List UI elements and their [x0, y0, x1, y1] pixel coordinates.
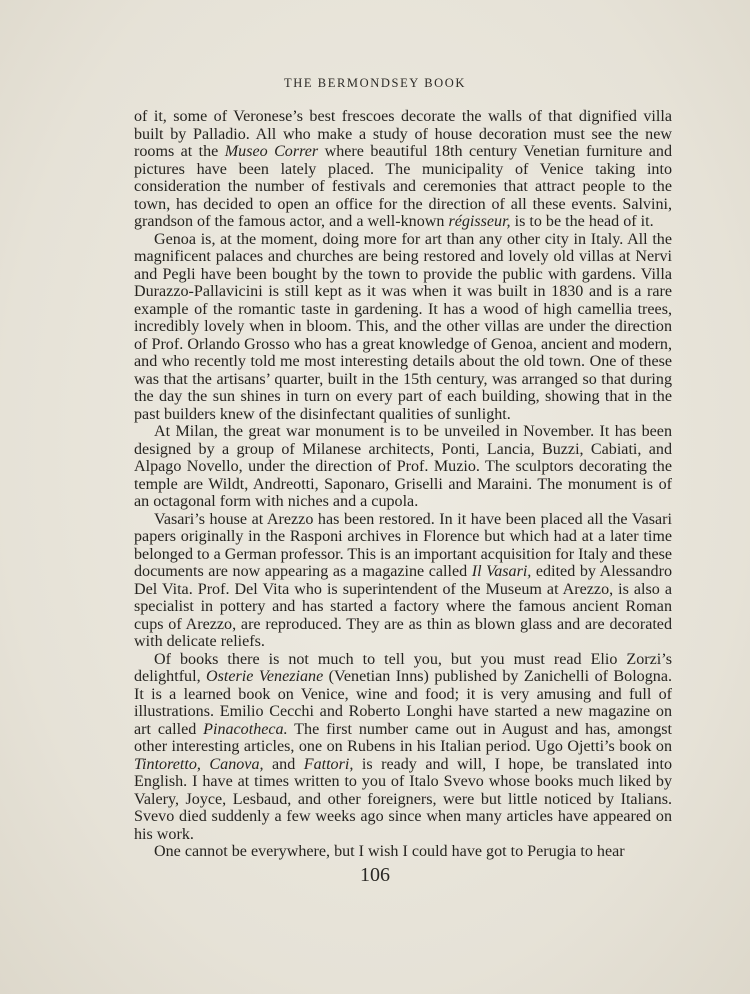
text-run: is to be the head of it. — [510, 213, 654, 230]
text-run: (Venetian Inns) published by Zanichelli of Bologna. It is a learned book on Venice, wine and food; it is very amusing and full of illustrations. Emilio Cecchi and Roberto Longhi have started a new magazine on art called — [134, 668, 672, 738]
paragraph-4 — [134, 511, 672, 651]
italic-text: Osterie Veneziane — [206, 668, 324, 685]
italic-text: Museo Correr — [224, 143, 319, 160]
running-head: THE BERMONDSEY BOOK — [283, 76, 467, 90]
italic-text: régisseur, — [448, 213, 511, 230]
text-run: edited by Alessandro Del Vita. Prof. Del Vita who is superintendent of the Museum at Arezzo, is also a specialist in pottery and has started a factory where the famous ancient Roman cups of Arezzo, are reproduced. They are as thin as blown glass and are decorated with delicate reliefs. — [134, 563, 673, 650]
text-run: is ready and will, I hope, be translated into English. I have at times written to you of Italo Svevo whose books much liked by Valery, Joyce, Lesbaud, and other foreigners, were but little noticed by Italians. Svevo died suddenly a few weeks ago since when many articles have appeared on his work. — [134, 755, 672, 843]
paragraph-3 — [134, 423, 672, 511]
body-text — [134, 108, 672, 861]
text-run: , — [196, 755, 210, 773]
text-run: of it, some of Veronese’s best frescoes decorate the walls of that dignified villa built by Palladio. All who make a study of house decoration must see the new rooms at the — [134, 108, 672, 160]
italic-text: Il Vasari, — [471, 563, 532, 580]
text-run: where beautiful 18th century Venetian furniture and pictures have been lately placed. The municipality of Venice taking into consideration the number of festivals and ceremonies that attract people to the town, has decided to open an office for the direction of all these events. Salvini, grandson of the famous actor, and a well-known — [134, 143, 672, 230]
italic-text: Pinacotheca. — [203, 720, 288, 738]
paragraph-6 — [134, 843, 672, 861]
text-run: Genoa is, at the moment, doing more for art than any other city in Italy. All the magnificent palaces and churches are being restored and lovely old villas at Nervi and Pegli have been bought by the town to provide the public with gardens. Villa Durazzo-Pallavicini is still kept as it was when it was built in 1830 and is a rare example of the romantic taste in gardening. It has a wood of high camellia trees, incredibly lovely when in bloom. This, and the other villas are under the direction of Prof. Orlando Grosso who has a great knowledge of Genoa, ancient and modern, and who recently told me most interesting details about the old town. One of these was that the artisans’ quarter, built in the 15th century, was arranged so that during the day the sun shines in turn on every part of each building, showing that in the past builders knew of the disinfectant qualities of sunlight. — [134, 230, 672, 423]
text-run: One cannot be everywhere, but I wish I could have got to Perugia to hear — [154, 843, 625, 860]
text-run: The first number came out in August and has, amongst other interesting articles, one on Rubens in his Italian period. Ugo Ojetti’s book on — [134, 720, 672, 755]
text-run: Of books there is not much to tell you, but you must read Elio Zorzi’s delightful, — [134, 650, 672, 685]
text-run: and — [263, 755, 304, 773]
paragraph-2 — [134, 231, 672, 424]
paragraph-5 — [134, 651, 672, 844]
text-run: At Milan, the great war monument is to be unveiled in November. It has been designed by a group of Milanese architects, Ponti, Lancia, Buzzi, Cabiati, and Alpago Novello, under the direction of Prof. Muzio. The sculptors decorating the temple are Wildt, Andreotti, Saponaro, Griselli and Maraini. The monument is of an octagonal form with niches and a cupola. — [134, 423, 672, 510]
italic-text: Canova, — [209, 755, 264, 773]
page-number: 106 — [360, 864, 390, 886]
italic-text: Fattori, — [303, 755, 354, 773]
italic-text: Tintoretto — [134, 755, 197, 773]
text-run: Vasari’s house at Arezzo has been restored. In it have been placed all the Vasari papers originally in the Rasponi archives in Florence but which had at a later time belonged to a German professor. This is an important acquisition for Italy and these documents are now appearing as a magazine called — [134, 510, 672, 580]
paragraph-1 — [134, 108, 672, 231]
